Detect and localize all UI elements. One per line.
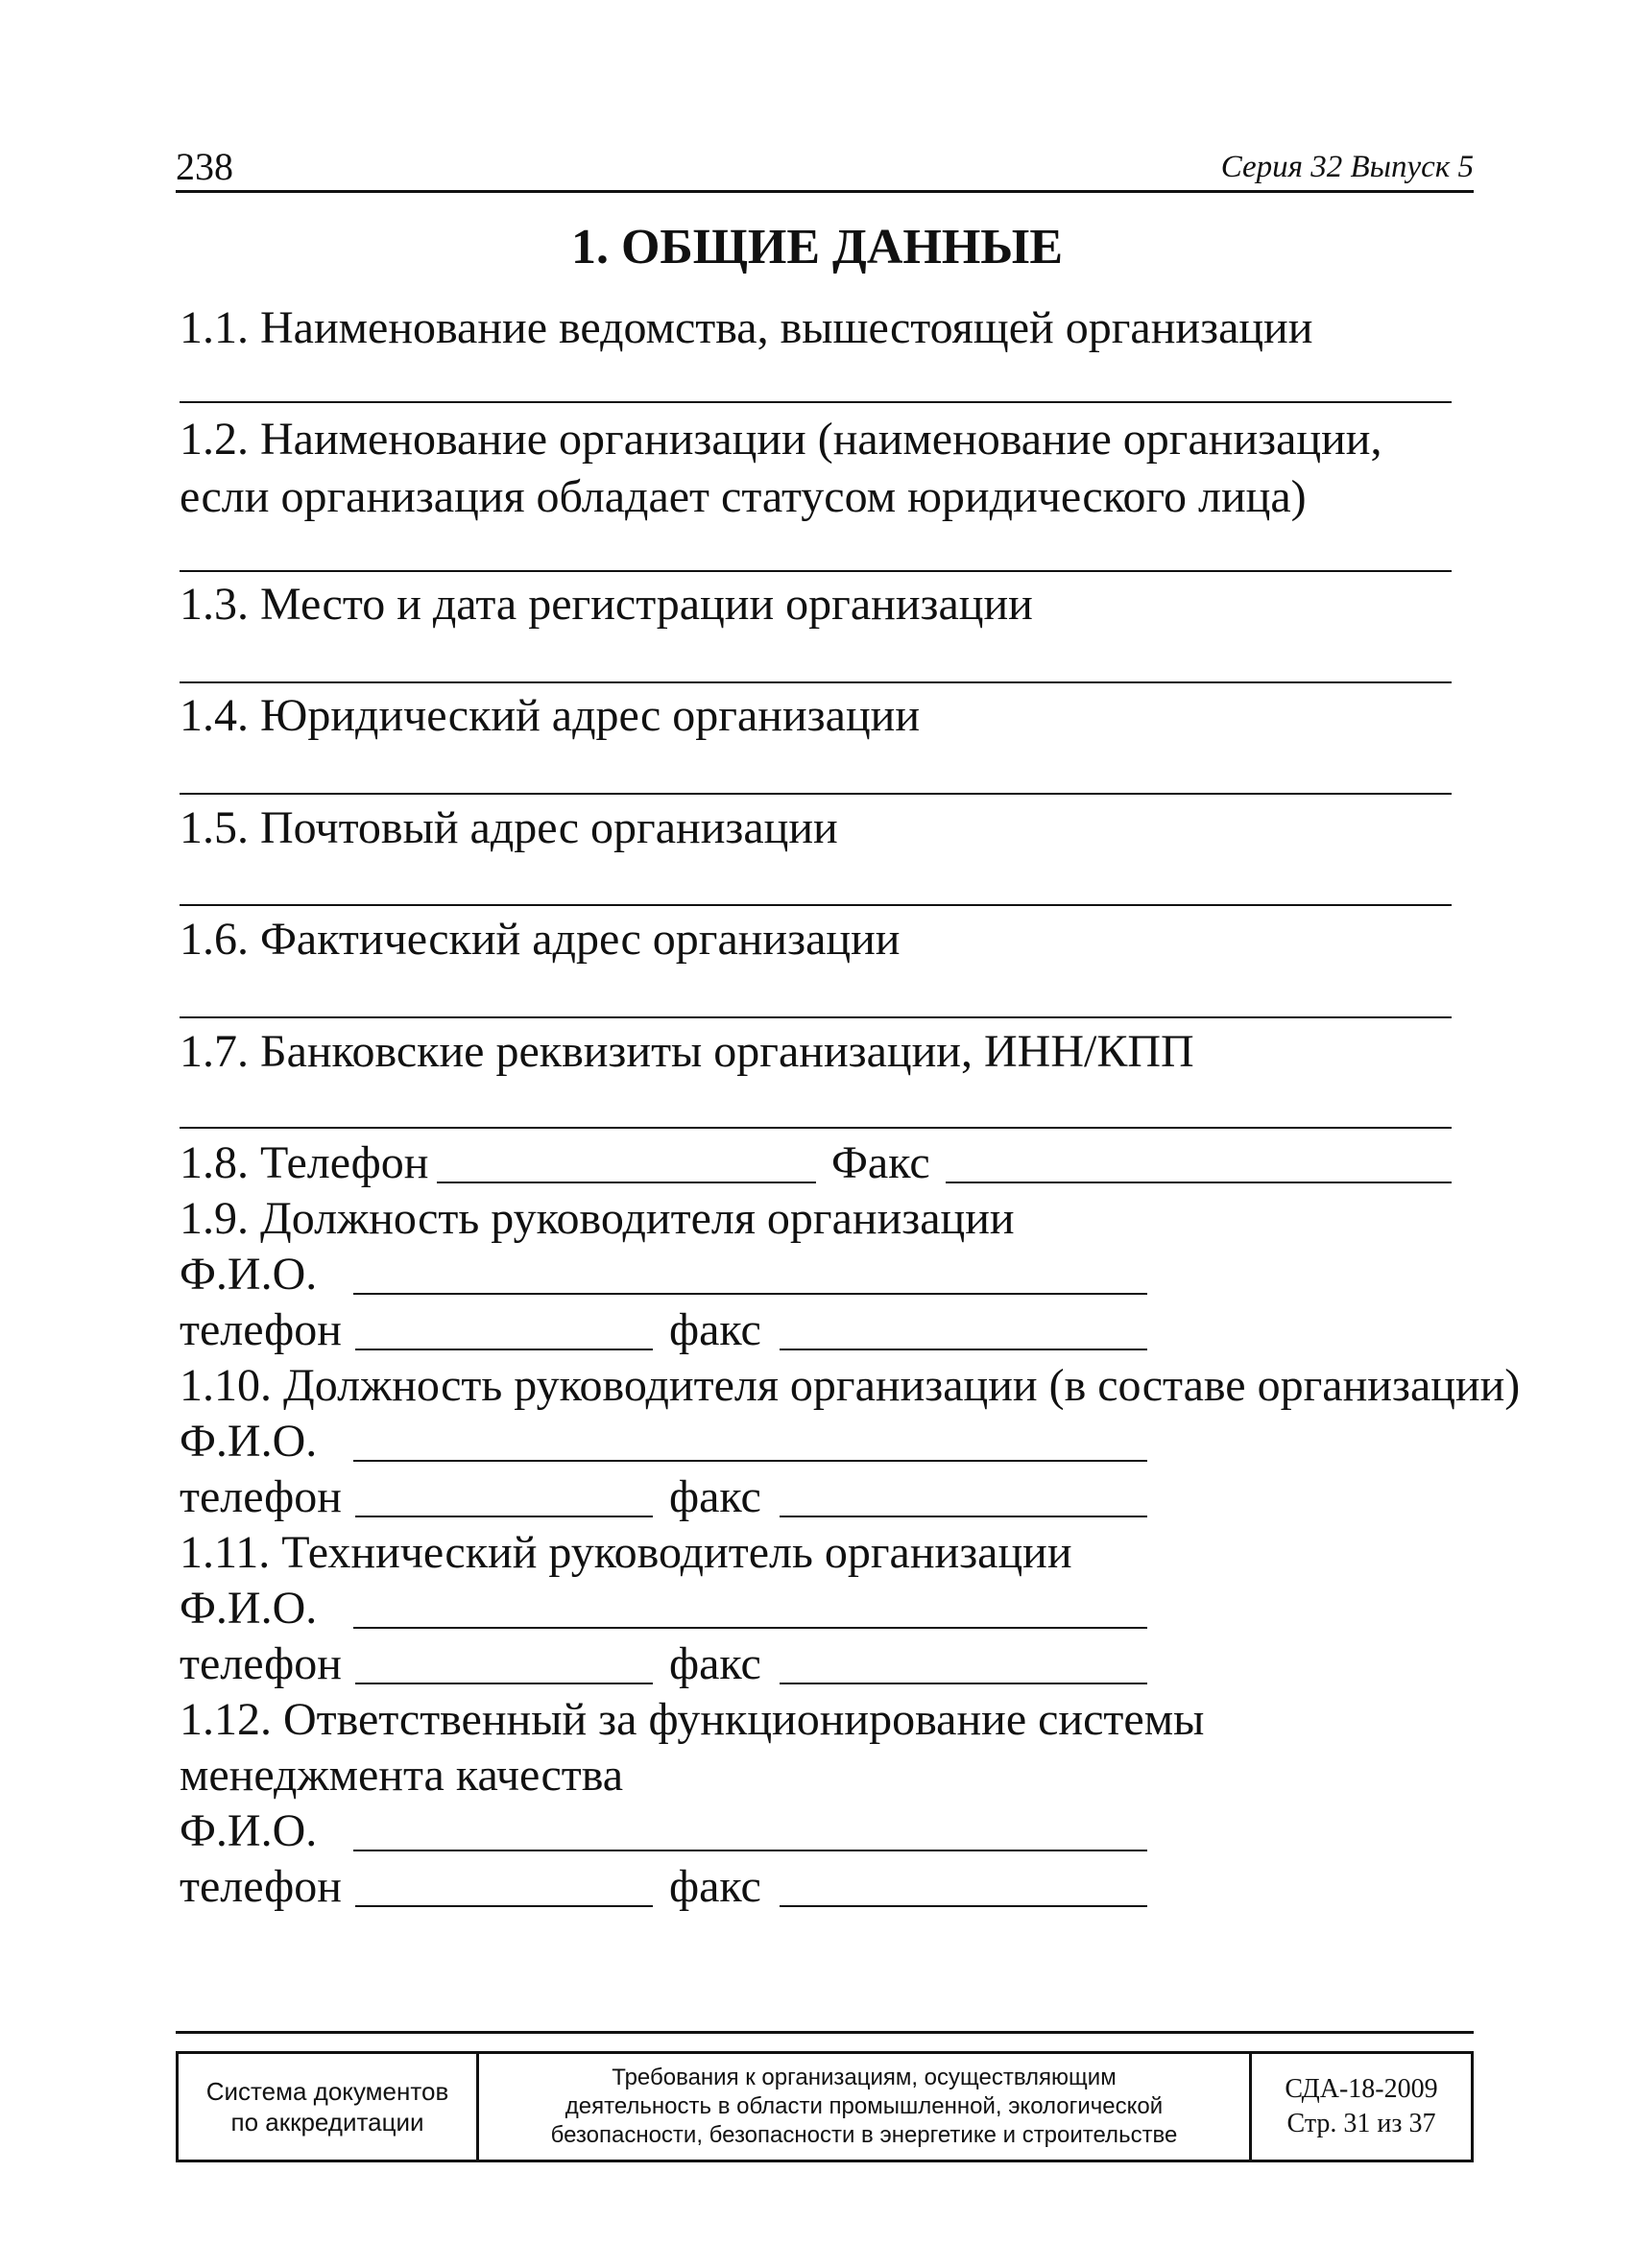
fax-field-1-12[interactable] [780,1905,1147,1907]
footer-system-cell [179,2054,479,2160]
fio-label: Ф.И.О. [180,1249,318,1300]
footer-table [176,2051,1474,2162]
footer-requirements-line: безопасности, безопасности в энергетике и строительстве [550,2122,1178,2148]
item-1-1: 1.1. Наименование ведомства, вышестоящей организации [180,302,1313,353]
item-1-10: 1.10. Должность руководителя организации (в составе организации) [180,1360,1521,1411]
footer-requirements-line: Требования к организациям, осуществляющим [612,2065,1117,2090]
footer-requirements-line: деятельность в области промышленной, экологической [565,2093,1164,2119]
fax-field-1-8[interactable] [946,1182,1452,1183]
footer-system-line: Система документов [205,2077,449,2106]
fio-field-1-10[interactable] [353,1460,1147,1462]
footer-doc-code: СДА-18-2009 [1285,2074,1438,2104]
item-1-6: 1.6. Фактический адрес организации [180,914,901,965]
fill-line-1-6[interactable] [180,1016,1452,1018]
footer-page-count: Стр. 31 из 37 [1286,2109,1436,2138]
fill-line-1-1[interactable] [180,401,1452,403]
item-1-8-phone-label: 1.8. Телефон [180,1137,429,1188]
fax-field-1-10[interactable] [780,1516,1147,1517]
fax-label: факс [669,1304,761,1355]
phone-label: телефон [180,1304,342,1355]
footer-system-line: по аккредитации [230,2108,424,2137]
phone-field-1-11[interactable] [355,1683,653,1684]
fax-label: факс [669,1861,761,1912]
footer-divider [176,2031,1474,2034]
fio-field-1-12[interactable] [353,1850,1147,1851]
item-1-7: 1.7. Банковские реквизиты организации, ИНН/КПП [180,1026,1194,1077]
phone-field-1-9[interactable] [355,1349,653,1350]
footer-doc-id-cell [1252,2054,1471,2160]
item-1-2-line1: 1.2. Наименование организации (наименование организации, [180,414,1382,465]
fill-line-1-3[interactable] [180,681,1452,683]
fill-line-1-4[interactable] [180,793,1452,795]
section-title: 1. ОБЩИЕ ДАННЫЕ [570,220,1064,275]
item-1-9: 1.9. Должность руководителя организации [180,1193,1015,1244]
item-1-4: 1.4. Юридический адрес организации [180,690,920,741]
fax-field-1-11[interactable] [780,1683,1147,1684]
fill-line-1-2[interactable] [180,570,1452,572]
fio-label: Ф.И.О. [180,1416,318,1467]
fio-field-1-9[interactable] [353,1293,1147,1295]
series-label: Серия 32 Выпуск 5 [1220,150,1474,184]
page-number: 238 [176,145,233,188]
fio-label: Ф.И.О. [180,1583,318,1634]
item-1-2-line2: если организация обладает статусом юридического лица) [180,471,1307,522]
phone-field-1-8[interactable] [437,1182,816,1183]
footer-requirements-cell [479,2054,1252,2160]
fio-label: Ф.И.О. [180,1805,318,1856]
item-1-5: 1.5. Почтовый адрес организации [180,802,838,853]
item-1-12-line2: менеджмента качества [180,1750,624,1801]
item-1-8-fax-label: Факс [831,1137,930,1188]
fill-line-1-7[interactable] [180,1127,1452,1129]
fax-field-1-9[interactable] [780,1349,1147,1350]
item-1-11: 1.11. Технический руководитель организации [180,1527,1072,1578]
phone-field-1-12[interactable] [355,1905,653,1907]
phone-label: телефон [180,1861,342,1912]
page-header [176,144,1474,193]
fill-line-1-5[interactable] [180,904,1452,906]
fio-field-1-11[interactable] [353,1627,1147,1629]
phone-label: телефон [180,1638,342,1689]
fax-label: факс [669,1638,761,1689]
phone-label: телефон [180,1471,342,1522]
item-1-12-line1: 1.12. Ответственный за функционирование системы [180,1694,1205,1745]
item-1-3: 1.3. Место и дата регистрации организации [180,579,1033,630]
fax-label: факс [669,1471,761,1522]
phone-field-1-10[interactable] [355,1516,653,1517]
